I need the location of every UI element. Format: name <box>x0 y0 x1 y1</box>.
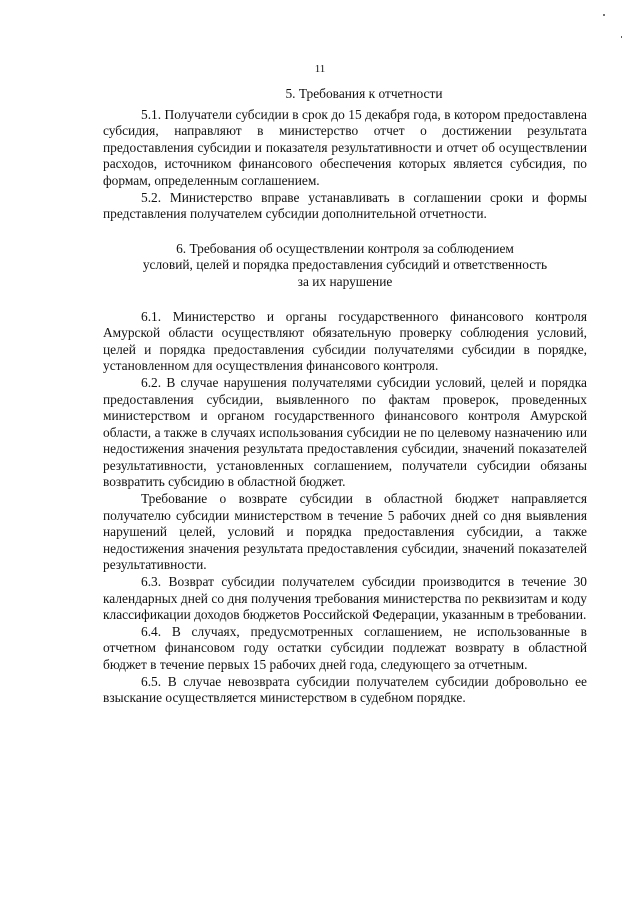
section-6-heading <box>103 241 587 291</box>
paragraph-5-1: 5.1. Получатели субсидии в срок до 15 декабря года, в котором предоставлена субсидия, направляют в министерство отчет о достижении результата предоставления субсидии и показателя результативности и отчет об осуществлении расходов, источником финансового обеспечения которых является субсидия, по формам, определенным соглашением. <box>103 106 587 188</box>
document-body <box>103 86 587 707</box>
paragraph-6-2-requirement: Требование о возврате субсидии в областной бюджет направляется получателю субсидии министерством в течение 5 рабочих дней со дня выявления нарушений целей, условий и порядка предоставления субсидии, а также недостижения значения результата предоставления субсидии, значений показателей результативности. <box>103 491 587 573</box>
section-5-heading: 5. Требования к отчетности <box>285 86 443 101</box>
section-6-heading-line: условий, целей и порядка предоставления субсидий и ответственность <box>142 257 548 273</box>
paragraph-6-1: 6.1. Министерство и органы государственного финансового контроля Амурской области осуществляют обязательную проверку соблюдения условий, целей и порядка предоставления субсидии получателями субсидии в порядке, установленном для осуществления финансового контроля. <box>103 308 587 374</box>
paragraph-6-5: 6.5. В случае невозврата субсидии получателем субсидии добровольно ее взыскание осуществляется министерством в судебном порядке. <box>103 673 587 706</box>
page-number: 11 <box>314 63 326 75</box>
paragraph-6-2: 6.2. В случае нарушения получателями субсидии условий, целей и порядка предоставления субсидии, выявленного по фактам проверок, проведенных министерством и органом государственного финансового контроля Амурской области, а также в случаях использования субсидии не по целевому назначению или недостижения значения результата предоставления субсидии, значений показателей результативности, установленных соглашением, получатели субсидии обязаны возвратить субсидию в областной бюджет. <box>103 374 587 490</box>
paragraph-5-2: 5.2. Министерство вправе устанавливать в соглашении сроки и формы представления получателем субсидии дополнительной отчетности. <box>103 189 587 222</box>
section-6-heading-line: за их нарушение <box>297 273 393 289</box>
scan-speck <box>603 14 605 16</box>
paragraph-6-3: 6.3. Возврат субсидии получателем субсидии производится в течение 30 календарных дней со дня получения требования министерства по реквизитам и коду классификации доходов бюджетов Российской Федерации, указанным в требовании. <box>103 574 587 623</box>
section-6-heading-line: 6. Требования об осуществлении контроля за соблюдением <box>176 240 514 256</box>
paragraph-6-4: 6.4. В случаях, предусмотренных соглашением, не использованные в отчетном финансовом году остатки субсидии подлежат возврату в областной бюджет в течение первых 15 рабочих дней года, следующего за отчетным. <box>103 623 587 672</box>
scan-speck <box>621 36 622 38</box>
